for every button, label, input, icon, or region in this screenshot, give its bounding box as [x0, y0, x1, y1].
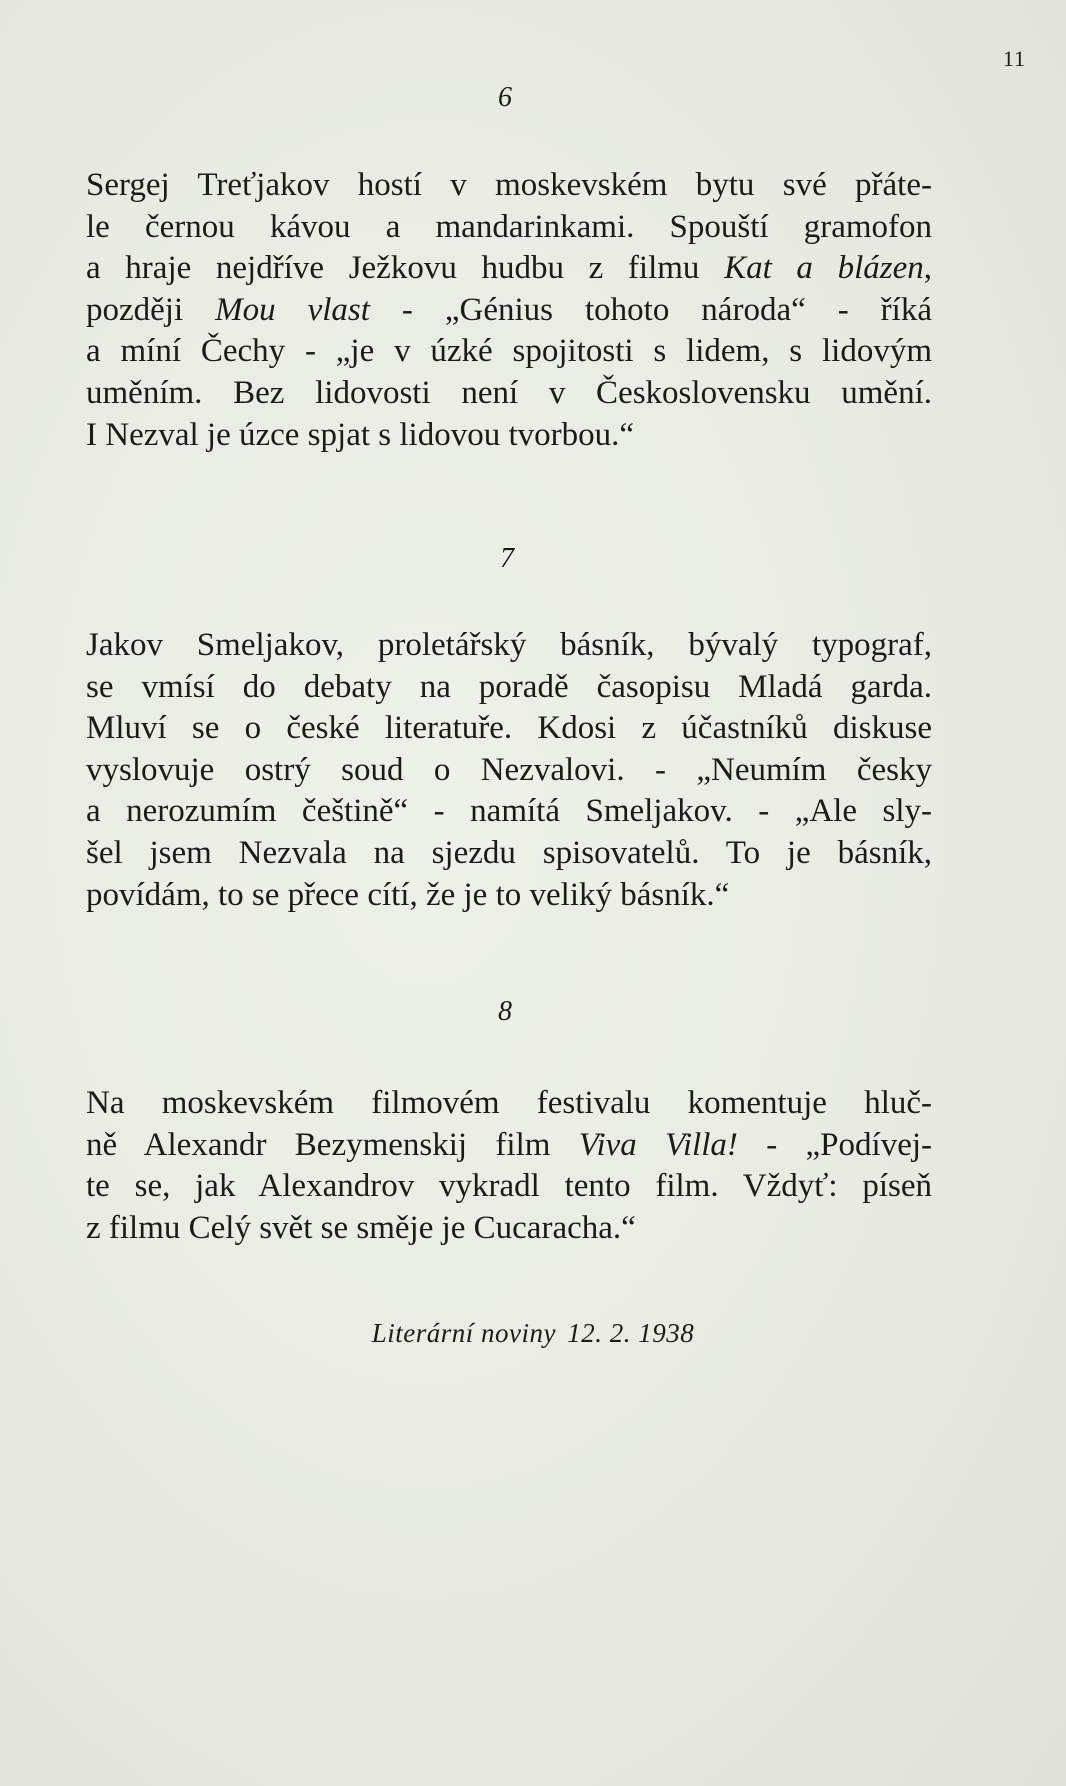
text-run: povídám, to se přece cítí, že je to veliký básník.“	[86, 876, 730, 913]
text-run: uměním. Bez lidovosti není v Československu umění.	[86, 374, 932, 411]
italic-title: Mou vlast	[215, 291, 370, 328]
source-date: 12. 2. 1938	[567, 1318, 695, 1348]
text-line	[86, 1208, 932, 1250]
text-run: ,	[923, 250, 932, 287]
text-run: později	[86, 291, 216, 328]
text-run: Na moskevském filmovém festivalu komentuje hluč-	[86, 1085, 932, 1121]
text-line	[86, 625, 932, 667]
section-number-8: 8	[498, 996, 512, 1027]
text-run: se vmísí do debaty na poradě časopisu Mladá garda.	[86, 668, 932, 705]
text-line	[86, 791, 932, 833]
text-run: a nerozumím češtině“ - namítá Smeljakov. - „Ale sly-	[86, 793, 932, 830]
text-run: a míní Čechy - „je v úzké spojitosti s lidem, s lidovým	[86, 333, 932, 370]
text-line	[86, 207, 932, 249]
text-run: - „Génius tohoto národa“ - říká	[369, 291, 932, 328]
text-line	[86, 165, 932, 207]
section-number-6: 6	[498, 82, 512, 113]
text-line	[86, 833, 932, 875]
text-line	[86, 750, 932, 792]
text-line	[86, 1125, 932, 1167]
source-citation	[0, 1318, 1066, 1349]
text-line	[86, 667, 932, 709]
text-run: ně Alexandr Bezymenskij film	[86, 1126, 579, 1163]
text-line	[86, 373, 932, 415]
text-line	[86, 875, 932, 917]
text-run: Sergej Treťjakov hostí v moskevském bytu své přáte-	[86, 167, 932, 203]
source-publication: Literární noviny	[371, 1318, 556, 1348]
text-line	[86, 248, 932, 290]
text-line	[86, 708, 932, 750]
text-run: vyslovuje ostrý soud o Nezvalovi. - „Neumím česky	[86, 751, 932, 788]
section-8-paragraph	[86, 1083, 932, 1249]
text-run: I Nezval je úzce spjat s lidovou tvorbou.“	[86, 416, 634, 453]
text-run: Mluví se o české literatuře. Kdosi z účastníků diskuse	[86, 710, 932, 747]
text-run: - „Podívej-	[737, 1126, 933, 1163]
text-line	[86, 331, 932, 373]
italic-title: Viva Villa!	[578, 1126, 738, 1163]
text-line	[86, 1166, 932, 1208]
text-run: te se, jak Alexandrov vykradl tento film. Vždyť: píseň	[86, 1168, 932, 1205]
page-number: 11	[1002, 46, 1026, 71]
text-line	[86, 415, 932, 457]
text-run: šel jsem Nezvala na sjezdu spisovatelů. To je básník,	[86, 834, 932, 871]
text-run: le černou kávou a mandarinkami. Spouští gramofon	[86, 208, 932, 245]
text-run: a hraje nejdříve Ježkovu hudbu z filmu	[86, 250, 725, 287]
text-line	[86, 1083, 932, 1125]
italic-title: Kat a blázen	[724, 250, 924, 287]
text-line	[86, 290, 932, 332]
text-run: z filmu Celý svět se směje je Cucaracha.“	[86, 1209, 636, 1246]
section-7-paragraph	[86, 625, 932, 916]
section-number-7: 7	[500, 543, 514, 574]
section-6-paragraph	[86, 165, 932, 456]
text-run: Jakov Smeljakov, proletářský básník, bývalý typograf,	[86, 627, 932, 663]
